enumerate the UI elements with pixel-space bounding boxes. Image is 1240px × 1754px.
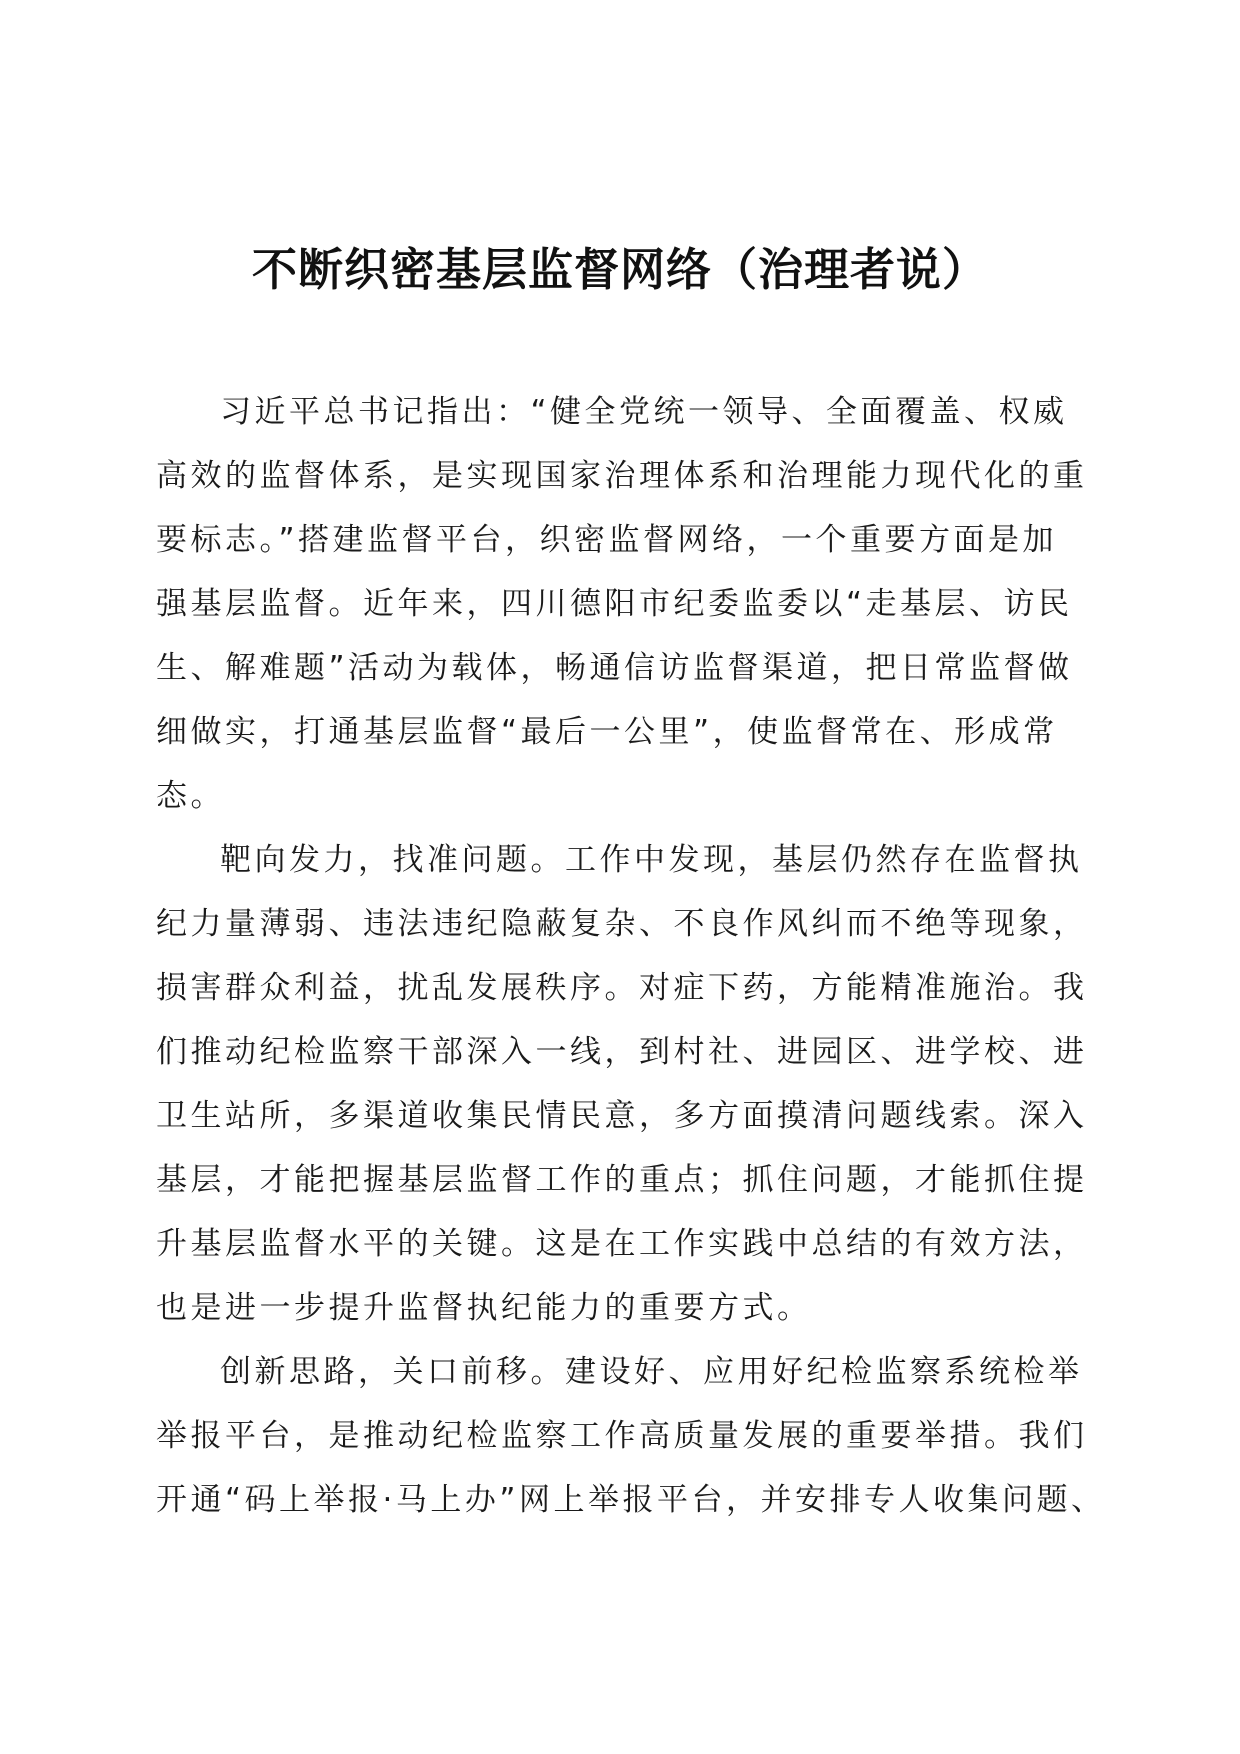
paragraph-line: 细做实，打通基层监督“最后一公里”，使监督常在、形成常 bbox=[156, 714, 1058, 750]
paragraph-line: 举报平台，是推动纪检监察工作高质量发展的重要举措。我们 bbox=[156, 1418, 1088, 1454]
paragraph-line: 升基层监督水平的关键。这是在工作实践中总结的有效方法， bbox=[156, 1226, 1088, 1262]
document-title: 不断织密基层监督网络（治理者说） bbox=[251, 243, 988, 296]
paragraph-line: 纪力量薄弱、违法违纪隐蔽复杂、不良作风纠而不绝等现象， bbox=[156, 906, 1088, 942]
article-body bbox=[156, 380, 1106, 1532]
paragraph-line: 习近平总书记指出：“健全党统一领导、全面覆盖、权威 bbox=[220, 394, 1068, 430]
paragraph-line: 们推动纪检监察干部深入一线，到村社、进园区、进学校、进 bbox=[156, 1034, 1088, 1070]
paragraph-line: 也是进一步提升监督执纪能力的重要方式。 bbox=[156, 1290, 812, 1326]
paragraph-line: 损害群众利益，扰乱发展秩序。对症下药，方能精准施治。我 bbox=[156, 970, 1088, 1006]
paragraph-line: 创新思路，关口前移。建设好、应用好纪检监察系统检举 bbox=[220, 1354, 1083, 1390]
paragraph-line: 开通“码上举报·马上办”网上举报平台，并安排专人收集问题、 bbox=[156, 1482, 1106, 1518]
paragraph-line: 生、解难题”活动为载体，畅通信访监督渠道，把日常监督做 bbox=[156, 650, 1073, 686]
paragraph-line: 态。 bbox=[156, 778, 225, 814]
paragraph-line: 高效的监督体系，是实现国家治理体系和治理能力现代化的重 bbox=[156, 458, 1088, 494]
paragraph-line: 卫生站所，多渠道收集民情民意，多方面摸清问题线索。深入 bbox=[156, 1098, 1088, 1134]
paragraph-line: 要标志。”搭建监督平台，织密监督网络，一个重要方面是加 bbox=[156, 522, 1058, 558]
paragraph-line: 靶向发力，找准问题。工作中发现，基层仍然存在监督执 bbox=[220, 842, 1083, 878]
paragraph-line: 基层，才能把握基层监督工作的重点；抓住问题，才能抓住提 bbox=[156, 1162, 1088, 1198]
paragraph-line: 强基层监督。近年来，四川德阳市纪委监委以“走基层、访民 bbox=[156, 586, 1073, 622]
